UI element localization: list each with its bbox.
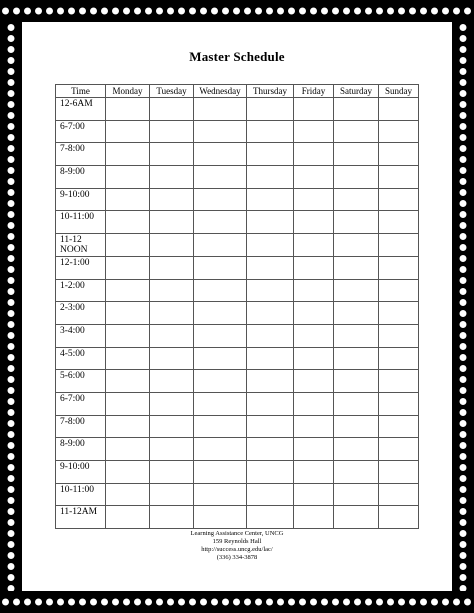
schedule-cell[interactable] <box>106 302 150 325</box>
schedule-cell[interactable] <box>379 234 419 257</box>
schedule-cell[interactable] <box>194 120 247 143</box>
polka-dot-border-right <box>452 22 474 591</box>
schedule-cell[interactable] <box>247 347 294 370</box>
schedule-cell[interactable] <box>150 211 194 234</box>
schedule-cell[interactable] <box>379 256 419 279</box>
schedule-cell[interactable] <box>294 98 334 121</box>
time-slot-label: 8-9:00 <box>56 438 106 461</box>
schedule-cell[interactable] <box>379 98 419 121</box>
schedule-cell[interactable] <box>247 279 294 302</box>
schedule-cell[interactable] <box>294 256 334 279</box>
schedule-cell[interactable] <box>194 256 247 279</box>
schedule-cell[interactable] <box>294 506 334 529</box>
schedule-cell[interactable] <box>379 324 419 347</box>
footer-address: 159 Reynolds Hall <box>212 538 262 545</box>
column-header-time: Time <box>56 85 106 98</box>
schedule-cell[interactable] <box>294 279 334 302</box>
time-slot-label: 10-11:00 <box>56 211 106 234</box>
schedule-cell[interactable] <box>150 461 194 484</box>
schedule-cell[interactable] <box>294 392 334 415</box>
schedule-cell[interactable] <box>150 506 194 529</box>
schedule-cell[interactable] <box>294 370 334 393</box>
schedule-cell[interactable] <box>106 188 150 211</box>
schedule-table <box>55 84 419 529</box>
schedule-cell[interactable] <box>247 324 294 347</box>
schedule-cell[interactable] <box>247 211 294 234</box>
schedule-cell[interactable] <box>334 483 379 506</box>
time-slot-label: 2-3:00 <box>56 302 106 325</box>
schedule-cell[interactable] <box>194 279 247 302</box>
time-slot-label: 9-10:00 <box>56 461 106 484</box>
time-slot-label: 7-8:00 <box>56 415 106 438</box>
schedule-cell[interactable] <box>194 302 247 325</box>
footer <box>22 530 452 562</box>
column-header-tuesday: Tuesday <box>150 85 194 98</box>
schedule-cell[interactable] <box>379 188 419 211</box>
schedule-cell[interactable] <box>247 120 294 143</box>
table-row <box>56 483 419 506</box>
schedule-cell[interactable] <box>150 347 194 370</box>
schedule-cell[interactable] <box>106 483 150 506</box>
schedule-cell[interactable] <box>106 506 150 529</box>
schedule-cell[interactable] <box>379 370 419 393</box>
schedule-cell[interactable] <box>379 483 419 506</box>
table-row <box>56 279 419 302</box>
schedule-cell[interactable] <box>294 211 334 234</box>
column-header-wednesday: Wednesday <box>194 85 247 98</box>
time-slot-label: 11-12 NOON <box>56 234 106 257</box>
schedule-cell[interactable] <box>247 188 294 211</box>
header-row <box>56 85 419 98</box>
schedule-cell[interactable] <box>150 483 194 506</box>
schedule-cell[interactable] <box>106 461 150 484</box>
table-row <box>56 347 419 370</box>
table-row <box>56 461 419 484</box>
schedule-cell[interactable] <box>294 483 334 506</box>
schedule-cell[interactable] <box>294 415 334 438</box>
schedule-cell[interactable] <box>106 256 150 279</box>
schedule-cell[interactable] <box>150 415 194 438</box>
table-row <box>56 415 419 438</box>
footer-phone: (336) 334-3878 <box>216 554 258 561</box>
page-title: Master Schedule <box>189 49 285 64</box>
schedule-cell[interactable] <box>247 370 294 393</box>
schedule-cell[interactable] <box>379 506 419 529</box>
schedule-cell[interactable] <box>194 166 247 189</box>
schedule-cell[interactable] <box>194 98 247 121</box>
table-row <box>56 438 419 461</box>
schedule-cell[interactable] <box>194 143 247 166</box>
schedule-cell[interactable] <box>247 461 294 484</box>
time-slot-label: 6-7:00 <box>56 392 106 415</box>
schedule-cell[interactable] <box>379 120 419 143</box>
table-row <box>56 188 419 211</box>
schedule-cell[interactable] <box>194 461 247 484</box>
schedule-cell[interactable] <box>106 279 150 302</box>
schedule-cell[interactable] <box>379 143 419 166</box>
schedule-cell[interactable] <box>150 256 194 279</box>
time-slot-label: 7-8:00 <box>56 143 106 166</box>
schedule-cell[interactable] <box>194 347 247 370</box>
schedule-cell[interactable] <box>334 302 379 325</box>
schedule-cell[interactable] <box>106 370 150 393</box>
schedule-cell[interactable] <box>334 438 379 461</box>
schedule-cell[interactable] <box>247 438 294 461</box>
schedule-cell[interactable] <box>106 211 150 234</box>
schedule-cell[interactable] <box>334 234 379 257</box>
schedule-cell[interactable] <box>150 392 194 415</box>
schedule-cell[interactable] <box>334 461 379 484</box>
schedule-cell[interactable] <box>334 279 379 302</box>
schedule-cell[interactable] <box>106 143 150 166</box>
schedule-cell[interactable] <box>150 98 194 121</box>
schedule-cell[interactable] <box>294 324 334 347</box>
schedule-cell[interactable] <box>379 302 419 325</box>
schedule-cell[interactable] <box>334 347 379 370</box>
schedule-cell[interactable] <box>247 256 294 279</box>
schedule-cell[interactable] <box>247 415 294 438</box>
time-slot-label: 11-12AM <box>56 506 106 529</box>
schedule-cell[interactable] <box>294 143 334 166</box>
schedule-cell[interactable] <box>194 234 247 257</box>
time-slot-label: 5-6:00 <box>56 370 106 393</box>
schedule-cell[interactable] <box>150 120 194 143</box>
schedule-cell[interactable] <box>150 234 194 257</box>
schedule-cell[interactable] <box>334 415 379 438</box>
schedule-cell[interactable] <box>150 302 194 325</box>
table-row <box>56 98 419 121</box>
table-row <box>56 324 419 347</box>
schedule-cell[interactable] <box>106 415 150 438</box>
table-row <box>56 211 419 234</box>
footer-url: http://success.uncg.edu/lac/ <box>201 546 273 553</box>
schedule-cell[interactable] <box>247 506 294 529</box>
schedule-cell[interactable] <box>150 370 194 393</box>
table-row <box>56 370 419 393</box>
schedule-cell[interactable] <box>150 438 194 461</box>
schedule-cell[interactable] <box>334 256 379 279</box>
schedule-cell[interactable] <box>106 438 150 461</box>
table-row <box>56 506 419 529</box>
schedule-cell[interactable] <box>194 370 247 393</box>
schedule-cell[interactable] <box>247 234 294 257</box>
schedule-cell[interactable] <box>379 415 419 438</box>
column-header-thursday: Thursday <box>247 85 294 98</box>
schedule-cell[interactable] <box>194 188 247 211</box>
schedule-cell[interactable] <box>194 392 247 415</box>
time-slot-label: 12-1:00 <box>56 256 106 279</box>
schedule-cell[interactable] <box>334 188 379 211</box>
schedule-cell[interactable] <box>379 438 419 461</box>
schedule-cell[interactable] <box>379 166 419 189</box>
schedule-cell[interactable] <box>150 166 194 189</box>
table-row <box>56 143 419 166</box>
schedule-cell[interactable] <box>194 415 247 438</box>
schedule-cell[interactable] <box>294 302 334 325</box>
schedule-cell[interactable] <box>334 370 379 393</box>
table-row <box>56 302 419 325</box>
schedule-cell[interactable] <box>194 211 247 234</box>
schedule-cell[interactable] <box>106 324 150 347</box>
time-slot-label: 1-2:00 <box>56 279 106 302</box>
schedule-cell[interactable] <box>247 98 294 121</box>
schedule-cell[interactable] <box>294 166 334 189</box>
schedule-cell[interactable] <box>106 347 150 370</box>
table-row <box>56 392 419 415</box>
column-header-sunday: Sunday <box>379 85 419 98</box>
time-slot-label: 8-9:00 <box>56 166 106 189</box>
time-slot-label: 3-4:00 <box>56 324 106 347</box>
column-header-saturday: Saturday <box>334 85 379 98</box>
column-header-monday: Monday <box>106 85 150 98</box>
schedule-cell[interactable] <box>294 438 334 461</box>
schedule-cell[interactable] <box>334 143 379 166</box>
schedule-cell[interactable] <box>247 166 294 189</box>
time-slot-label: 4-5:00 <box>56 347 106 370</box>
table-row <box>56 166 419 189</box>
schedule-cell[interactable] <box>194 506 247 529</box>
schedule-cell[interactable] <box>247 302 294 325</box>
schedule-cell[interactable] <box>194 324 247 347</box>
schedule-cell[interactable] <box>379 392 419 415</box>
schedule-cell[interactable] <box>334 506 379 529</box>
schedule-cell[interactable] <box>294 461 334 484</box>
time-slot-label: 10-11:00 <box>56 483 106 506</box>
schedule-cell[interactable] <box>150 324 194 347</box>
schedule-cell[interactable] <box>379 347 419 370</box>
schedule-cell[interactable] <box>194 483 247 506</box>
polka-dot-border-left <box>0 22 22 591</box>
schedule-cell[interactable] <box>379 461 419 484</box>
schedule-cell[interactable] <box>294 234 334 257</box>
table-row <box>56 120 419 143</box>
schedule-cell[interactable] <box>247 483 294 506</box>
schedule-cell[interactable] <box>334 166 379 189</box>
polka-dot-border-bottom <box>0 591 474 613</box>
schedule-cell[interactable] <box>106 120 150 143</box>
schedule-cell[interactable] <box>294 188 334 211</box>
schedule-cell[interactable] <box>106 166 150 189</box>
schedule-cell[interactable] <box>150 188 194 211</box>
schedule-cell[interactable] <box>379 279 419 302</box>
schedule-cell[interactable] <box>150 279 194 302</box>
time-slot-label: 12-6AM <box>56 98 106 121</box>
schedule-cell[interactable] <box>247 392 294 415</box>
schedule-cell[interactable] <box>334 98 379 121</box>
footer-center-name: Learning Assistance Center, UNCG <box>190 530 284 537</box>
schedule-cell[interactable] <box>294 120 334 143</box>
schedule-cell[interactable] <box>106 234 150 257</box>
schedule-cell[interactable] <box>334 392 379 415</box>
schedule-cell[interactable] <box>334 324 379 347</box>
schedule-cell[interactable] <box>334 211 379 234</box>
time-slot-label: 9-10:00 <box>56 188 106 211</box>
column-header-friday: Friday <box>294 85 334 98</box>
schedule-cell[interactable] <box>194 438 247 461</box>
schedule-cell[interactable] <box>334 120 379 143</box>
schedule-cell[interactable] <box>150 143 194 166</box>
time-slot-label: 6-7:00 <box>56 120 106 143</box>
schedule-cell[interactable] <box>379 211 419 234</box>
polka-dot-border-top <box>0 0 474 22</box>
schedule-page <box>22 22 452 591</box>
table-row <box>56 256 419 279</box>
schedule-cell[interactable] <box>294 347 334 370</box>
table-row <box>56 234 419 257</box>
schedule-cell[interactable] <box>106 98 150 121</box>
schedule-cell[interactable] <box>106 392 150 415</box>
schedule-cell[interactable] <box>247 143 294 166</box>
schedule-body <box>56 98 419 529</box>
